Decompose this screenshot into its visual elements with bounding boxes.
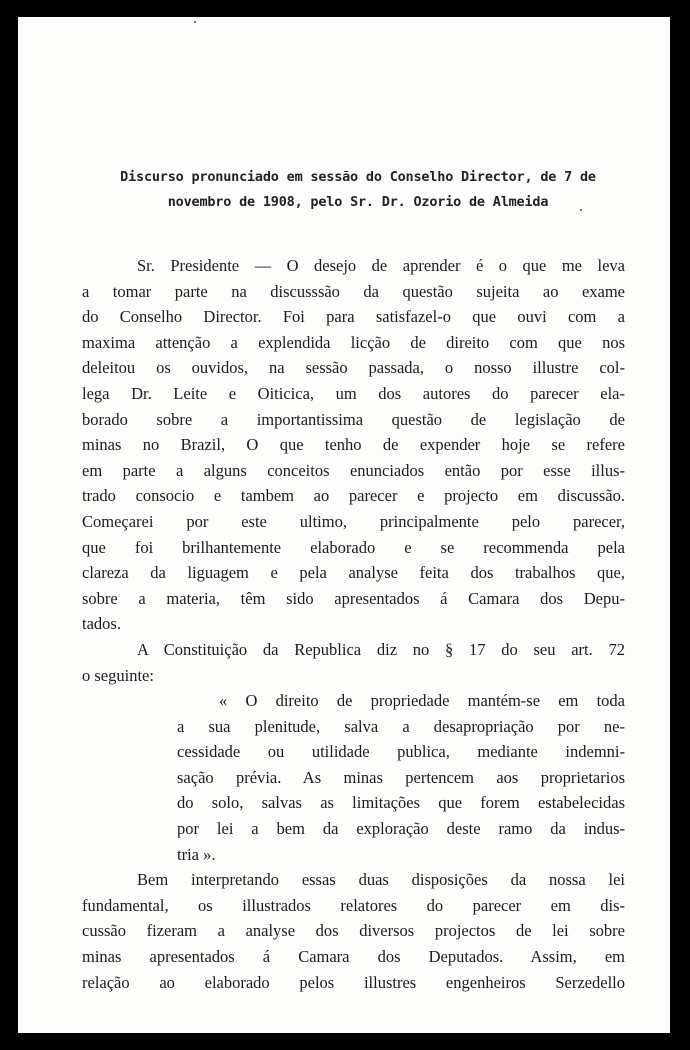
text-line: sobre a materia, têm sido apresentados á Camara dos Depu- bbox=[82, 588, 625, 608]
quote-line: sação prévia. As minas pertencem aos proprietarios bbox=[177, 767, 625, 787]
paragraph-3 bbox=[82, 867, 625, 995]
text-line: deleitou os ouvidos, na sessão passada, o nosso illustre col- bbox=[82, 358, 625, 378]
text-line: lega Dr. Leite e Oiticica, um dos autores do parecer ela- bbox=[82, 383, 625, 403]
text-line: que foi brilhantemente elaborado e se recommenda pela bbox=[82, 537, 625, 557]
heading-line: novembro de 1908, pelo Sr. Dr. Ozorio de Almeida bbox=[167, 194, 549, 210]
text-line: minas apresentados á Camara dos Deputados. Assim, em bbox=[82, 947, 625, 967]
text-line: em parte a alguns conceitos enunciados então por esse illus- bbox=[82, 460, 625, 480]
text-line: tados. bbox=[82, 614, 121, 634]
text-line: Começarei por este ultimo, principalmente pelo parecer, bbox=[82, 511, 625, 531]
quote-line: do solo, salvas as limitações que forem estabelecidas bbox=[177, 793, 625, 813]
text-line: borado sobre a importantissima questão de legislação de bbox=[82, 409, 625, 429]
text-line: Sr. Presidente — O desejo de aprender é o que me leva bbox=[137, 256, 625, 275]
text-line: o seguinte: bbox=[82, 665, 154, 685]
quote-line: « O direito de propriedade mantém-se em toda bbox=[219, 691, 625, 711]
text-line: trado consocio e tambem ao parecer e projecto em discussão. bbox=[82, 486, 625, 506]
text-line: maxima attenção a explendida licção de direito com que nos bbox=[82, 332, 625, 352]
quote-line: cessidade ou utilidade publica, mediante indemni- bbox=[177, 742, 625, 762]
quote-line: tria ». bbox=[177, 844, 216, 864]
constitution-quote bbox=[82, 688, 625, 867]
paragraph-2 bbox=[82, 637, 625, 688]
text-line: cussão fizeram a analyse dos diversos projectos de lei sobre bbox=[82, 921, 625, 941]
text-line: fundamental, os illustrados relatores do parecer em dis- bbox=[82, 895, 625, 915]
text-line: minas no Brazil, O que tenho de expender hoje se refere bbox=[82, 435, 625, 455]
paragraph-1 bbox=[82, 253, 625, 637]
quote-line: por lei a bem da exploração deste ramo da indus- bbox=[177, 819, 625, 839]
text-line: Bem interpretando essas duas disposições da nossa lei bbox=[137, 870, 625, 890]
heading-line: Discurso pronunciado em sessão do Conselho Director, de 7 de bbox=[120, 169, 596, 185]
text-line: A Constituição da Republica diz no § 17 do seu art. 72 bbox=[137, 639, 625, 659]
text-line: clareza da liguagem e pela analyse feita dos trabalhos que, bbox=[82, 563, 625, 583]
quote-line: a sua plenitude, salva a desapropriação por ne- bbox=[177, 716, 625, 736]
paper-speck bbox=[194, 21, 196, 23]
text-line: do Conselho Director. Foi para satisfazel-o que ouvi com a bbox=[82, 307, 625, 327]
text-line: a tomar parte na discusssão da questão sujeita ao exame bbox=[82, 281, 625, 301]
scanned-page bbox=[18, 17, 670, 1033]
text-line: relação ao elaborado pelos illustres engenheiros Serzedello bbox=[82, 972, 625, 992]
body-text bbox=[82, 253, 625, 995]
document-heading bbox=[78, 165, 638, 215]
